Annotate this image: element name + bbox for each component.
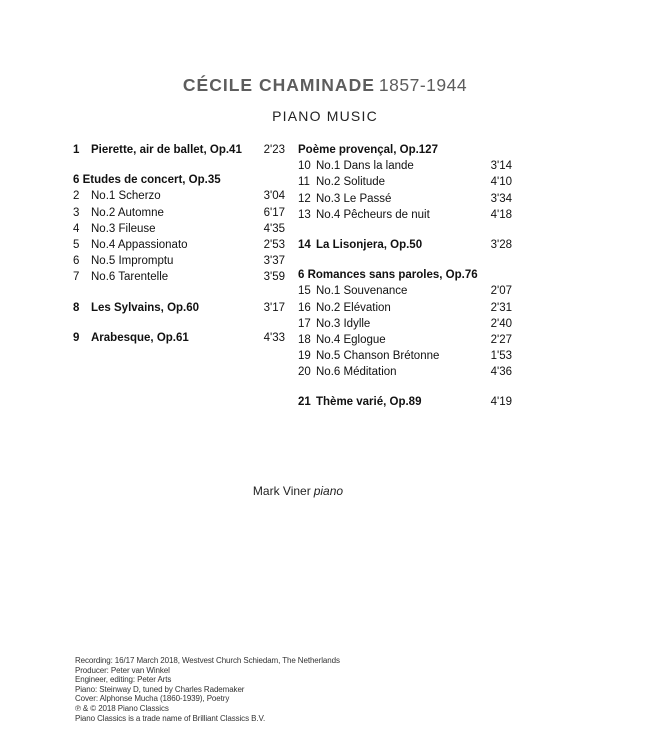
track-duration: 3'04	[263, 190, 285, 203]
track-number: 4	[73, 222, 80, 235]
tracklist-right	[298, 142, 512, 411]
work-heading	[298, 142, 512, 158]
credit-line: Engineer, editing: Peter Arts	[75, 675, 172, 685]
tracklist-left	[73, 142, 285, 346]
credit-line: ℗ & © 2018 Piano Classics	[75, 703, 169, 713]
track-duration: 2'31	[490, 301, 512, 314]
track-number: 21	[298, 396, 311, 409]
track-number: 19	[298, 350, 311, 363]
track-number: 13	[298, 208, 311, 221]
track-title: No.5 Chanson Brétonne	[316, 350, 440, 363]
work-heading	[298, 267, 512, 283]
composer-name: CÉCILE CHAMINADE	[182, 75, 375, 95]
performer-name: Mark Viner	[252, 484, 311, 498]
track-title: No.1 Dans la lande	[316, 160, 414, 173]
track-number: 7	[73, 271, 80, 284]
track-row	[298, 191, 512, 207]
track-row	[73, 300, 285, 316]
track-title: Poème provençal, Op.127	[298, 144, 438, 156]
track-duration: 4'18	[490, 208, 512, 221]
track-number: 3	[73, 206, 80, 219]
track-title: No.6 Tarentelle	[91, 271, 169, 284]
track-number: 8	[73, 301, 80, 314]
track-number: 20	[298, 366, 311, 379]
track-row	[73, 221, 285, 237]
track-duration: 3'17	[263, 301, 285, 314]
credit-line: Piano Classics is a trade name of Brilliant Classics B.V.	[75, 713, 266, 723]
track-row	[298, 348, 512, 364]
track-number: 16	[298, 301, 311, 314]
track-title: No.3 Fileuse	[91, 222, 156, 235]
track-number: 17	[298, 317, 311, 330]
track-title: No.6 Méditation	[316, 366, 397, 379]
track-number: 5	[73, 238, 80, 251]
track-duration: 2'53	[263, 238, 285, 251]
performer-role: piano	[313, 484, 344, 498]
track-duration: 2'27	[490, 333, 512, 346]
track-duration: 4'33	[263, 331, 285, 344]
spacer	[73, 158, 285, 172]
spacer	[298, 223, 512, 237]
track-title: Les Sylvains, Op.60	[91, 301, 200, 314]
track-title: Thème varié, Op.89	[316, 396, 422, 409]
track-duration: 3'34	[490, 192, 512, 205]
track-title: No.1 Souvenance	[316, 285, 408, 298]
track-row	[298, 207, 512, 223]
track-number: 15	[298, 285, 311, 298]
track-number: 2	[73, 190, 80, 203]
track-number: 1	[73, 144, 80, 156]
track-duration: 2'40	[490, 317, 512, 330]
track-number: 14	[298, 238, 311, 251]
track-duration: 4'19	[490, 396, 512, 409]
track-title: No.3 Le Passé	[316, 192, 392, 205]
track-title: No.2 Solitude	[316, 176, 386, 189]
track-row	[298, 237, 512, 253]
track-title: No.1 Scherzo	[91, 190, 161, 203]
track-duration: 4'36	[490, 366, 512, 379]
composer-heading	[0, 75, 650, 96]
track-duration: 1'53	[490, 350, 512, 363]
track-row	[298, 394, 512, 410]
track-title: No.4 Eglogue	[316, 333, 386, 346]
composer-years: 1857-1944	[378, 75, 468, 95]
track-number: 11	[298, 176, 310, 189]
track-title: Arabesque, Op.61	[91, 331, 189, 344]
track-number: 6	[73, 255, 80, 268]
track-number: 12	[298, 192, 311, 205]
track-number: 9	[73, 331, 80, 344]
track-duration: 6'17	[263, 206, 285, 219]
track-row	[73, 237, 285, 253]
spacer	[298, 253, 512, 267]
performer-credit	[0, 484, 596, 498]
production-credits	[75, 656, 340, 723]
track-title: No.4 Appassionato	[91, 238, 188, 251]
track-row	[73, 330, 285, 346]
track-number: 10	[298, 160, 311, 173]
track-duration: 2'07	[490, 285, 512, 298]
track-title: La Lisonjera, Op.50	[316, 238, 423, 251]
spacer	[73, 286, 285, 300]
track-title: Pierette, air de ballet, Op.41	[91, 144, 242, 156]
track-row	[73, 205, 285, 221]
track-row	[73, 269, 285, 285]
track-row	[298, 364, 512, 380]
track-duration: 4'10	[490, 176, 512, 189]
track-title: No.2 Elévation	[316, 301, 391, 314]
track-title: No.3 Idylle	[316, 317, 371, 330]
spacer	[73, 316, 285, 330]
track-row	[298, 332, 512, 348]
track-duration: 3'37	[263, 255, 285, 268]
track-row	[298, 283, 512, 299]
track-title: 6 Romances sans paroles, Op.76	[298, 269, 478, 282]
track-row	[298, 174, 512, 190]
work-heading	[73, 172, 285, 188]
track-title: No.4 Pêcheurs de nuit	[316, 208, 430, 221]
page-subtitle: PIANO MUSIC	[272, 108, 378, 124]
track-duration: 3'28	[490, 238, 512, 251]
track-duration: 4'35	[263, 222, 285, 235]
track-row	[73, 142, 285, 158]
spacer	[298, 380, 512, 394]
track-row	[298, 158, 512, 174]
credit-line: Recording: 16/17 March 2018, Westvest Church Schiedam, The Netherlands	[75, 656, 340, 665]
track-row	[298, 300, 512, 316]
track-row	[73, 188, 285, 204]
track-number: 18	[298, 333, 311, 346]
track-row	[73, 253, 285, 269]
track-duration: 3'59	[263, 271, 285, 284]
track-duration: 2'23	[263, 144, 285, 156]
track-title: No.2 Automne	[91, 206, 164, 219]
track-title: 6 Etudes de concert, Op.35	[73, 174, 221, 187]
credit-line: Piano: Steinway D, tuned by Charles Rademaker	[75, 684, 245, 694]
credit-line: Cover: Alphonse Mucha (1860-1939), Poetry	[75, 694, 230, 704]
credit-line: Producer: Peter van Winkel	[75, 665, 170, 675]
track-title: No.5 Impromptu	[91, 255, 174, 268]
track-row	[298, 316, 512, 332]
track-duration: 3'14	[490, 160, 512, 173]
